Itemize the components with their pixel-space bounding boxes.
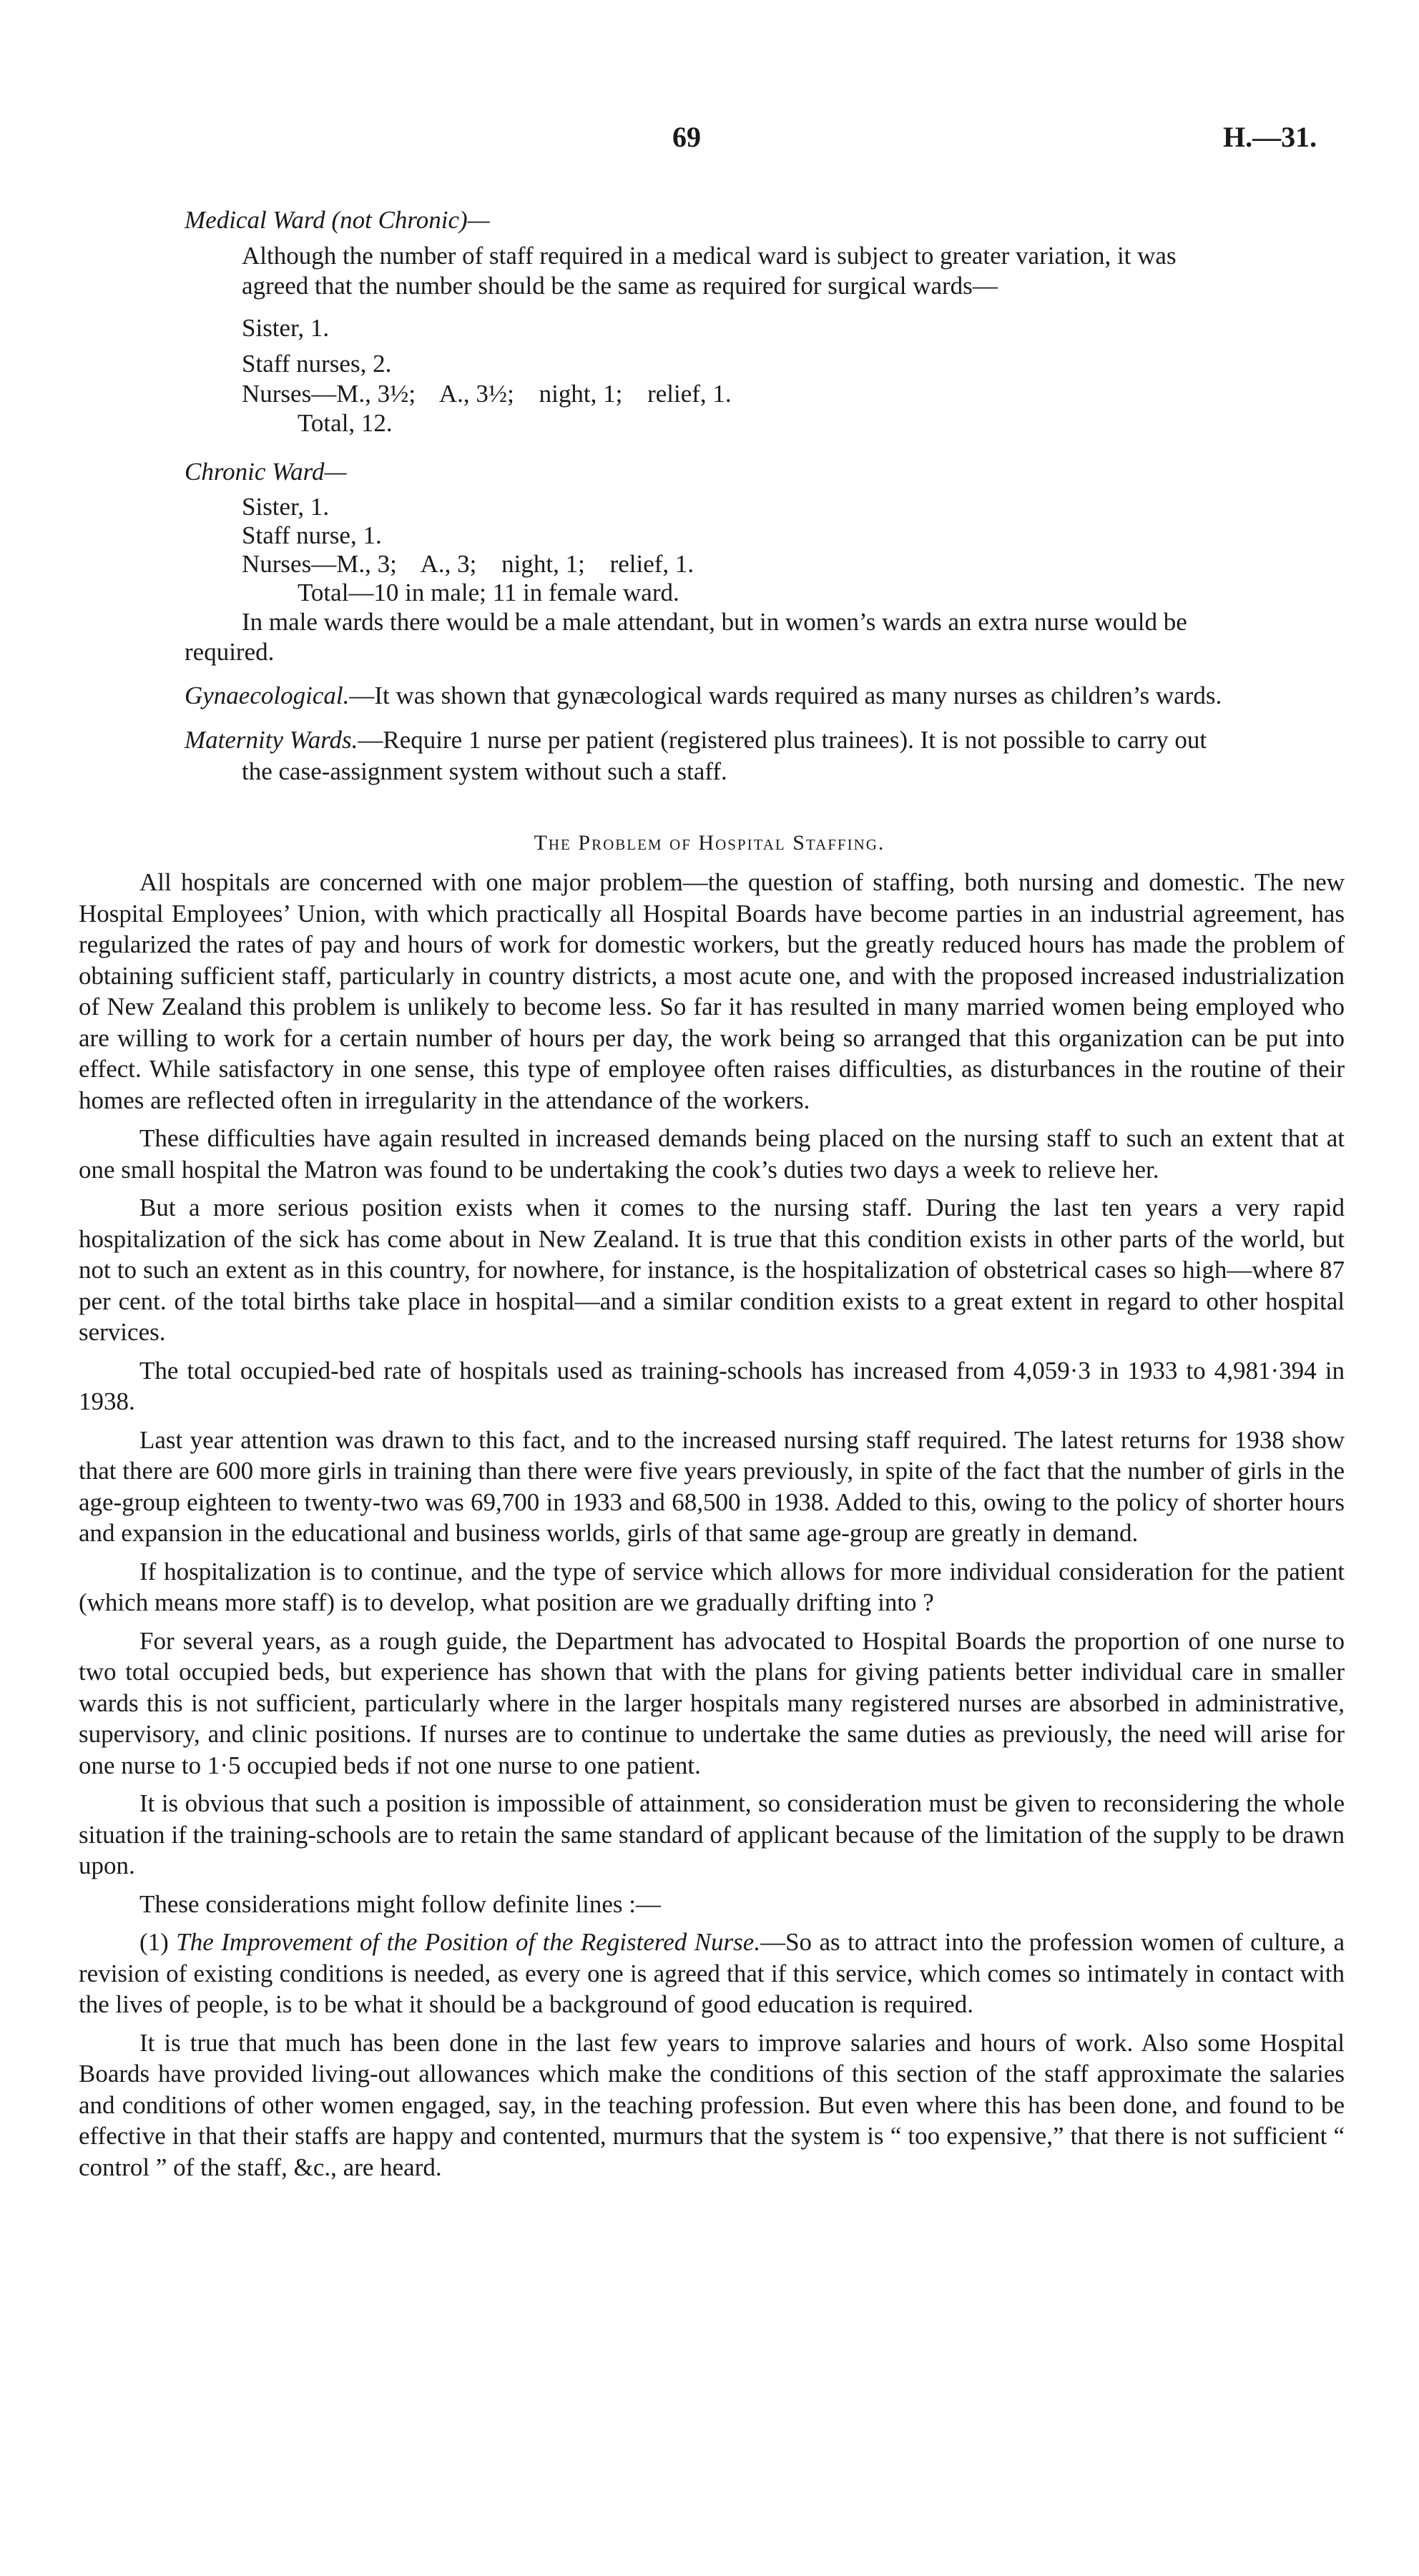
- body-paragraph-8: It is obvious that such a position is impossible of attainment, so consideration must be given to reconsidering the whole situation if the training-schools are to retain the same standard of applicant because of the limitation of the supply to be drawn upon.: [79, 1789, 1345, 1879]
- body-paragraph-1: All hospitals are concerned with one major problem—the question of staffing, both nursing and domestic. The new Hospital Employees’ Union, with which practically all Hospital Boards have become parties in an industrial agreement, has regularized the rates of pay and hours of work for domestic workers, but the greatly reduced hours has made the problem of obtaining sufficient staff, particularly in country districts, a most acute one, and with the proposed increased industrialization of New Zealand this problem is unlikely to become less. So far it has resulted in many married women being employed who are willing to work for a certain number of hours per day, the work being so arranged that this organization can be put into effect. While satisfactory in one sense, this type of employee often raises difficulties, as disturbances in the routine of their homes are reflected often in irregularity in the attendance of the workers.: [79, 868, 1345, 1114]
- body-paragraph-6: If hospitalization is to continue, and the type of service which allows for more individual consideration for the patient (which means more staff) is to develop, what position are we gradually drifting into ?: [79, 1557, 1345, 1616]
- body-paragraph-9: These considerations might follow definite lines :—: [139, 1889, 662, 1918]
- document-reference: H.—31.: [1223, 121, 1317, 153]
- section-body: [79, 867, 1345, 2190]
- medical-ward-staff-nurses: Staff nurses, 2.: [242, 350, 392, 378]
- chronic-ward-nurses: [185, 550, 1229, 579]
- medical-nurses-relief: relief, 1.: [647, 380, 732, 408]
- body-paragraph-4: The total occupied-bed rate of hospitals used as training-schools has increased from 4,059·3 in 1933 to 4,981·394 in 1938.: [79, 1356, 1345, 1415]
- chronic-nurses-morning: Nurses—M., 3;: [242, 550, 397, 578]
- chronic-nurses-night: night, 1;: [501, 550, 585, 578]
- chronic-ward-note: In male wards there would be a male attendant, but in women’s wards an extra nurse would be required.: [185, 608, 1187, 666]
- point-1-text: —So as to attract into the profession women of culture, a revision of existing conditions is needed, as every one is agreed that if this service, which comes so intimately in contact with the lives of people, is to be what it should be a background of good education is required.: [79, 1928, 1345, 2018]
- medical-ward-total: Total, 12.: [298, 409, 393, 437]
- medical-nurses-night: night, 1;: [539, 380, 623, 408]
- medical-ward-title: Medical Ward (not Chronic)—: [185, 206, 490, 234]
- medical-nurses-morning: Nurses—M., 3½;: [242, 380, 416, 408]
- chronic-ward-sister: Sister, 1.: [242, 493, 330, 521]
- ward-staffing-list: [185, 199, 1229, 787]
- chronic-ward-total: Total—10 in male; 11 in female ward.: [298, 579, 679, 606]
- maternity-label: Maternity Wards.: [185, 726, 358, 754]
- gynaecological-text: —It was shown that gynæcological wards required as many nurses as children’s wards.: [349, 682, 1222, 709]
- maternity-paragraph: [185, 724, 1229, 787]
- gynaecological-label: Gynaecological.: [185, 682, 350, 709]
- point-1-paragraph: [79, 1927, 1345, 2020]
- body-paragraph-2: These difficulties have again resulted in increased demands being placed on the nursing staff to such an extent that at one small hospital the Matron was found to be undertaking the cook’s duties two days a week to relieve her.: [79, 1124, 1345, 1184]
- body-paragraph-3: But a more serious position exists when it comes to the nursing staff. During the last ten years a very rapid hospitalization of the sick has come about in New Zealand. It is true that this condition exists in other parts of the world, but not to such an extent as in this country, for nowhere, for instance, is the hospitalization of obstetrical cases so high—where 87 per cent. of the total births take place in hospital—and a similar condition exists to a great extent in regard to other hospital services.: [79, 1194, 1345, 1346]
- gynaecological-paragraph: [185, 680, 1229, 712]
- point-1-title: The Improvement of the Position of the Registered Nurse.: [176, 1928, 761, 1956]
- body-paragraph-5: Last year attention was drawn to this fact, and to the increased nursing staff required. The latest returns for 1938 show that there are 600 more girls in training than there were five years previously, in spite of the fact that the number of girls in the age-group eighteen to twenty-two was 69,700 in 1933 and 68,500 in 1938. Added to this, owing to the policy of shorter hours and expansion in the educational and business worlds, girls of that same age-group are greatly in demand.: [79, 1425, 1345, 1547]
- chronic-nurses-relief: relief, 1.: [609, 550, 694, 578]
- page-number: 69: [672, 121, 701, 153]
- chronic-nurses-afternoon: A., 3;: [420, 550, 477, 578]
- maternity-text: —Require 1 nurse per patient (registered plus trainees). It is not possible to carry out the case-assignment system without such a staff.: [242, 726, 1207, 785]
- section-heading: The Problem of Hospital Staffing.: [534, 831, 885, 855]
- medical-ward-nurses: [185, 379, 1229, 409]
- medical-nurses-afternoon: A., 3½;: [438, 380, 514, 408]
- last-paragraph: It is true that much has been done in the last few years to improve salaries and hours of work. Also some Hospital Boards have provided living-out allowances which make the conditions of this section of the staff approximate the salaries and conditions of other women engaged, say, in the teaching profession. But even where this has been done, and found to be effective in that their staffs are happy and contented, murmurs that the system is “ too expensive,” that there is not sufficient “ control ” of the staff, &c., are heard.: [79, 2028, 1345, 2181]
- chronic-ward-title: Chronic Ward—: [185, 458, 347, 486]
- medical-ward-sister: Sister, 1.: [242, 314, 330, 342]
- body-paragraph-7: For several years, as a rough guide, the Department has advocated to Hospital Boards the proportion of one nurse to two total occupied beds, but experience has shown that with the plans for giving patients better individual care in smaller wards this is not sufficient, particularly where in the larger hospitals many registered nurses are absorbed in administrative, supervisory, and clinic positions. If nurses are to continue to undertake the same duties as previously, the need will arise for one nurse to 1·5 occupied beds if not one nurse to one patient.: [79, 1626, 1345, 1779]
- medical-ward-intro: Although the number of staff required in a medical ward is subject to greater variation, it was agreed that the number should be the same as required for surgical wards—: [242, 242, 1177, 300]
- point-1-number: (1): [139, 1928, 169, 1956]
- chronic-ward-staff-nurse: Staff nurse, 1.: [242, 521, 382, 549]
